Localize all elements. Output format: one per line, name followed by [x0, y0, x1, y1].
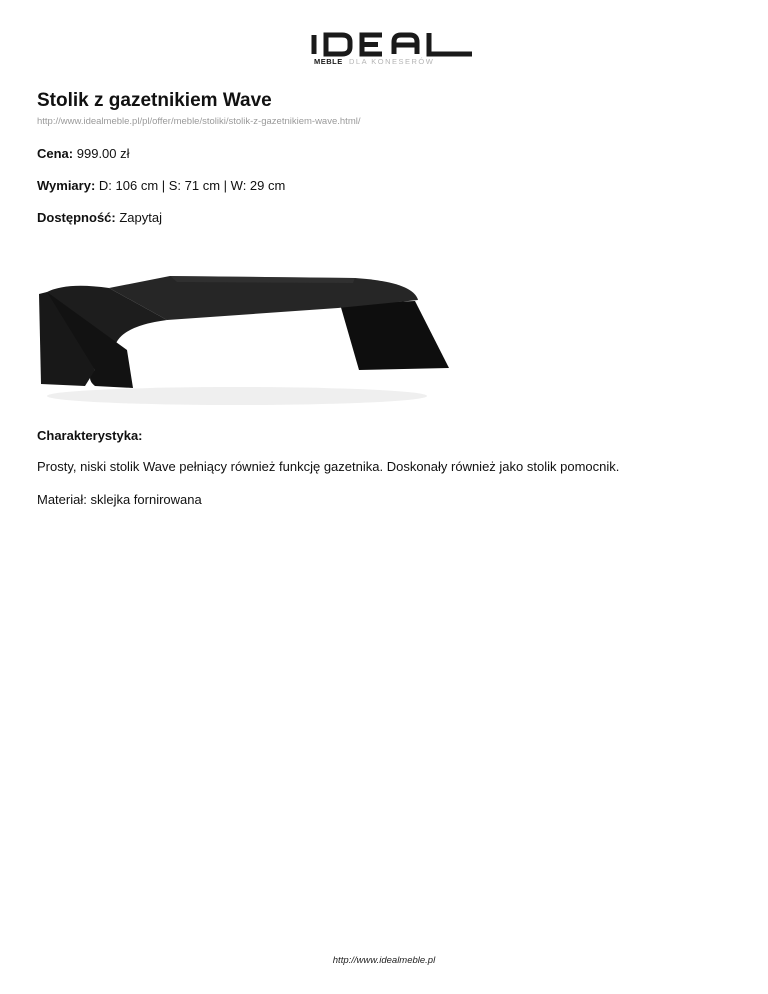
price-label: Cena:	[37, 146, 74, 161]
dimensions-label: Wymiary:	[37, 178, 96, 193]
price-row	[37, 146, 130, 161]
availability-label: Dostępność:	[37, 210, 116, 225]
availability-row	[37, 210, 162, 225]
product-image	[37, 246, 461, 408]
ideal-logo-graphic	[308, 30, 476, 70]
logo-tagline-main: MEBLE	[314, 57, 343, 66]
description-text: Prosty, niski stolik Wave pełniący również funkcję gazetnika. Doskonały również jako stolik pomocnik.	[37, 459, 620, 474]
product-url-link[interactable]: http://www.idealmeble.pl/pl/offer/meble/stoliki/stolik-z-gazetnikiem-wave.html/	[37, 116, 361, 127]
material-text: Materiał: sklejka fornirowana	[37, 492, 202, 507]
price-value: 999.00 zł	[76, 146, 130, 161]
characteristics-heading: Charakterystyka:	[37, 428, 143, 443]
wave-table-illustration	[37, 246, 461, 408]
dimensions-value: D: 106 cm | S: 71 cm | W: 29 cm	[98, 178, 286, 193]
dimensions-row	[37, 178, 285, 193]
footer-url-link[interactable]: http://www.idealmeble.pl	[332, 955, 436, 966]
availability-value: Zapytaj	[119, 210, 162, 225]
logo-tagline-rest: DLA KONESERÓW	[349, 57, 435, 66]
brand-logo[interactable]	[308, 30, 476, 70]
product-title: Stolik z gazetnikiem Wave	[37, 90, 272, 111]
